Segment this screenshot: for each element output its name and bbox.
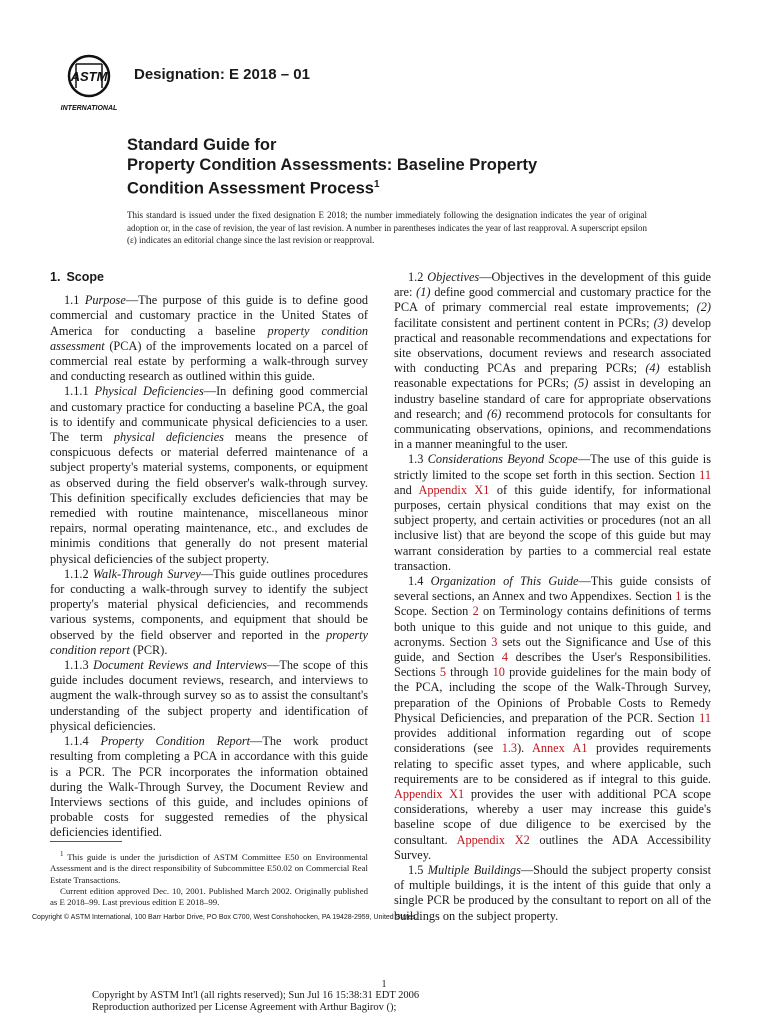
title-line-1: Standard Guide for — [127, 136, 277, 154]
license-stamp — [92, 990, 419, 1015]
link-section-10[interactable]: 10 — [492, 665, 505, 680]
paragraph-1-1-4: 1.1.4 Property Condition Report—The work product resulting from completing a PCA in accordance with this guide is a PCR. The PCR incorporates the information obtained during the Walk-Through Survey, the Document Review and Interviews sections of this guide, and includes opinions of probable costs for suggested remedies of the physical deficiencies identified. — [50, 734, 368, 840]
stamp-line-2: Reproduction authorized per License Agreement with Arthur Bagirov (); — [92, 1002, 397, 1014]
left-column — [50, 270, 368, 841]
footnote-divider — [50, 841, 122, 842]
link-section-1-3[interactable]: 1.3 — [501, 741, 518, 756]
astm-logo — [56, 52, 122, 114]
paragraph-1-3: 1.3 Considerations Beyond Scope—The use of this guide is strictly limited to the scope set forth in this section. Section 11 and Appendix X1 of this guide identify, for informational purposes, certain physical conditions that may exist on the subject property, and certain activities or procedures (not an all inclusive list) that are beyond the scope of this guide but may warrant consideration by parties to a commercial real estate transaction. — [394, 452, 711, 573]
link-section-4[interactable]: 4 — [501, 650, 508, 665]
link-section-3[interactable]: 3 — [491, 634, 498, 649]
issuance-note: This standard is issued under the fixed designation E 2018; the number immediately following the designation indicates the year of original adoption or, in the case of revision, the year of last revision. A number in parentheses indicates the year of last reapproval. A superscript epsilon (ε) indicates an editorial change since the last revision or reapproval. — [127, 210, 647, 246]
link-section-5[interactable]: 5 — [439, 665, 446, 680]
link-section-11[interactable]: 11 — [699, 467, 711, 482]
footnote-edition: Current edition approved Dec. 10, 2001. Published March 2002. Originally published as E 2018–99. Last previous edition E 2018–99. — [50, 885, 368, 908]
right-column — [394, 270, 711, 924]
title-line-2: Property Condition Assessments: Baseline Property — [127, 155, 538, 174]
page-number: 1 — [381, 979, 387, 990]
link-appendix-x1b[interactable]: Appendix X1 — [394, 786, 465, 801]
svg-text:INTERNATIONAL: INTERNATIONAL — [60, 105, 118, 112]
title-line-3: Condition Assessment Process$^1$ — [127, 179, 380, 198]
copyright-line: Copyright © ASTM International, 100 Barr Harbor Drive, PO Box C700, West Conshohocken, PA 19428-2959, United States. — [32, 914, 418, 921]
paragraph-1-1: 1.1 Purpose—The purpose of this guide is to define good commercial and customary practice in the United States of America for conducting a baseline property condition assessment (PCA) of the improvements located on a parcel of commercial real estate by performing a walk-through survey and conducting research as outlined within this guide. — [50, 293, 369, 384]
footnotes — [50, 849, 368, 908]
document-title — [127, 136, 537, 199]
title-footnote-mark: 1 — [373, 179, 380, 190]
paragraph-1-5: 1.5 Multiple Buildings—Should the subject property consist of multiple buildings, it is the intent of this guide that only a single PCR be produced by the consultant to report on all of the buildings on the subject property. — [394, 862, 711, 923]
link-appendix-x1[interactable]: Appendix X1 — [418, 482, 490, 497]
designation: Designation: E 2018 – 01 — [134, 66, 310, 83]
link-section-2[interactable]: 2 — [472, 604, 479, 619]
link-section-1[interactable]: 1 — [675, 589, 682, 604]
paragraph-1-2: 1.2 Objectives—Objectives in the development of this guide are: (1) define good commercial and customary practice for the PCA of primary commercial real estate improvements; (2) facilitate consistent and pertinent content in PCRs; (3) develop practical and reasonable recommendations and expectations for site observations, document reviews and research associated with conducting PCAs and preparing PCRs; (4) establish reasonable expectations for PCRs; (5) assist in developing an industry baseline standard of care for appropriate observations and research; and (6) recommend protocols for consultants for communicating observations, opinions, and recommendations in a manner meaningful to the user. — [394, 270, 712, 452]
footnote-1: $^1$ This guide is under the jurisdiction of ASTM Committee E50 on Environmental Assessment and is the direct responsibility of Subcommittee E50.02 on Commercial Real Estate Transactions. — [50, 850, 368, 885]
paragraph-1-1-3: 1.1.3 Document Reviews and Interviews—The scope of this guide includes document reviews, research, and interviews to augment the walk-through survey so as to assist the consultant's understanding of the subject property and identification of physical deficiencies. — [50, 658, 368, 733]
paragraph-1-4: 1.4 Organization of This Guide—This guide consists of several sections, an Annex and two Appendixes. Section 1 is the Scope. Section 2 on Terminology contains definitions of terms both unique to this guide and not unique to this guide, and acronyms. Section 3 sets out the Significance and Use of this guide, and Section 4 describes the User's Responsibilities. Sections 5 through 10 provide guidelines for the main body of the PCA, including the scope of the Walk-Through Survey, preparation of the Opinions of Probable Costs to Remedy Physical Deficiencies, and preparation of the PCR. Section 11 provides additional information regarding out of scope considerations (see 1.3). Annex A1 provides requirements relating to specific asset types, and where applicable, such requirements are to be considered as if integral to this guide. Appendix X1 provides the user with additional PCA scope considerations, whereby a user may increase this guide's baseline scope of due diligence to be exercised by the consultant. Appendix X2 outlines the ADA Accessibility Survey. — [394, 574, 712, 862]
link-annex-a1[interactable]: Annex A1 — [532, 741, 588, 756]
section-heading-scope: 1. Scope — [50, 270, 104, 284]
paragraph-1-1-2: 1.1.2 Walk-Through Survey—This guide outlines procedures for conducting a walk-through survey to identify the subject property's material physical deficiencies, and recommends various systems, components, and equipment that should be observed by the field observer and reported in the property condition report (PCR). — [50, 566, 368, 657]
link-section-11b[interactable]: 11 — [699, 710, 711, 725]
paragraph-1-1-1: 1.1.1 Physical Deficiencies—In defining good commercial and customary practice for conducting a baseline PCA, the goal is to identify and communicate physical deficiencies to a user. The term physical deficiencies means the presence of conspicuous defects or material deferred maintenance of a subject property's material systems, components, or equipment as observed during the field observer's walk-through survey. This definition specifically excludes deficiencies that may be remedied with routine maintenance, miscellaneous minor repairs, normal operating maintenance, etc., and excludes de minimis conditions that generally do not present material physical deficiencies of the subject property. — [50, 384, 368, 566]
link-appendix-x2[interactable]: Appendix X2 — [456, 832, 530, 847]
svg-text:ASTM: ASTM — [70, 69, 108, 84]
stamp-line-1: Copyright by ASTM Int'l (all rights reserved); Sun Jul 16 15:38:31 EDT 2006 — [92, 990, 420, 1001]
